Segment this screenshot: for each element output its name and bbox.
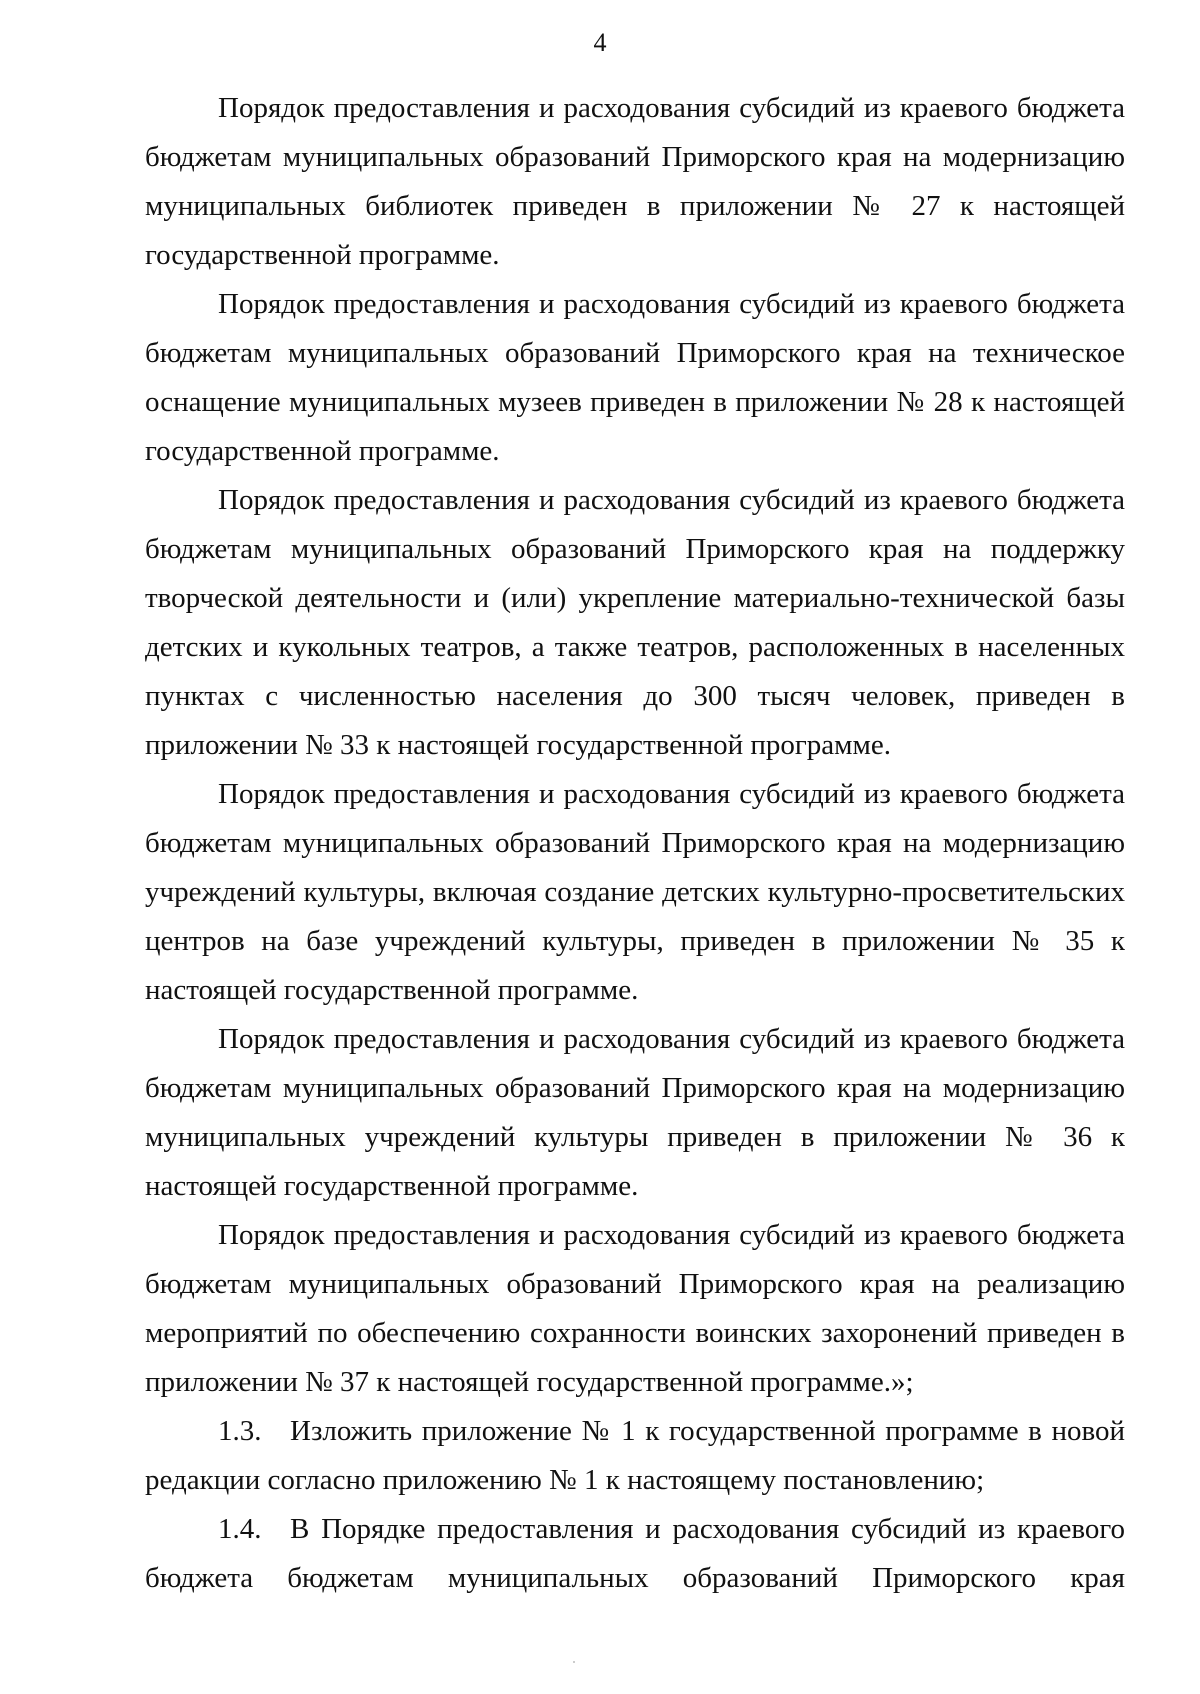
item-number: 1.3. (218, 1415, 262, 1447)
paragraph-appendix-27: Порядок предоставления и расходования субсидий из краевого бюджета бюджетам муниципальных образований Приморского края на модернизацию муниципальных библиотек приведен в приложении № 27 к настоящей государственной программе. (145, 92, 1125, 271)
scan-speck (573, 1661, 575, 1663)
list-item-1-4 (145, 1505, 1125, 1603)
page-number: 4 (593, 28, 607, 57)
paragraph-appendix-28: Порядок предоставления и расходования субсидий из краевого бюджета бюджетам муниципальных образований Приморского края на техническое оснащение муниципальных музеев приведен в приложении № 28 к настоящей государственной программе. (145, 288, 1125, 467)
paragraph-appendix-36: Порядок предоставления и расходования субсидий из краевого бюджета бюджетам муниципальных образований Приморского края на модернизацию муниципальных учреждений культуры приведен в приложении № 36 к настоящей государственной программе. (145, 1023, 1125, 1202)
paragraph-appendix-33: Порядок предоставления и расходования субсидий из краевого бюджета бюджетам муниципальных образований Приморского края на поддержку творческой деятельности и (или) укрепление материально-технической базы детских и кукольных театров, а также театров, расположенных в населенных пунктах с численностью населения до 300 тысяч человек, приведен в приложении № 33 к настоящей государственной программе. (145, 484, 1125, 761)
item-number: 1.4. (218, 1513, 262, 1545)
list-item-1-3 (145, 1407, 1125, 1505)
paragraph-appendix-37: Порядок предоставления и расходования субсидий из краевого бюджета бюджетам муниципальных образований Приморского края на реализацию мероприятий по обеспечению сохранности воинских захоронений приведен в приложении № 37 к настоящей государственной программе.»; (145, 1219, 1125, 1398)
item-text: В Порядке предоставления и расходования субсидий из краевого бюджета бюджетам муниципальных образований Приморского края (145, 1513, 1125, 1594)
paragraph-appendix-35: Порядок предоставления и расходования субсидий из краевого бюджета бюджетам муниципальных образований Приморского края на модернизацию учреждений культуры, включая создание детских культурно-просветительских центров на базе учреждений культуры, приведен в приложении № 35 к настоящей государственной программе. (145, 778, 1125, 1006)
item-text: Изложить приложение № 1 к государственной программе в новой редакции согласно приложению № 1 к настоящему постановлению; (145, 1415, 1125, 1496)
document-body (145, 84, 1125, 1603)
